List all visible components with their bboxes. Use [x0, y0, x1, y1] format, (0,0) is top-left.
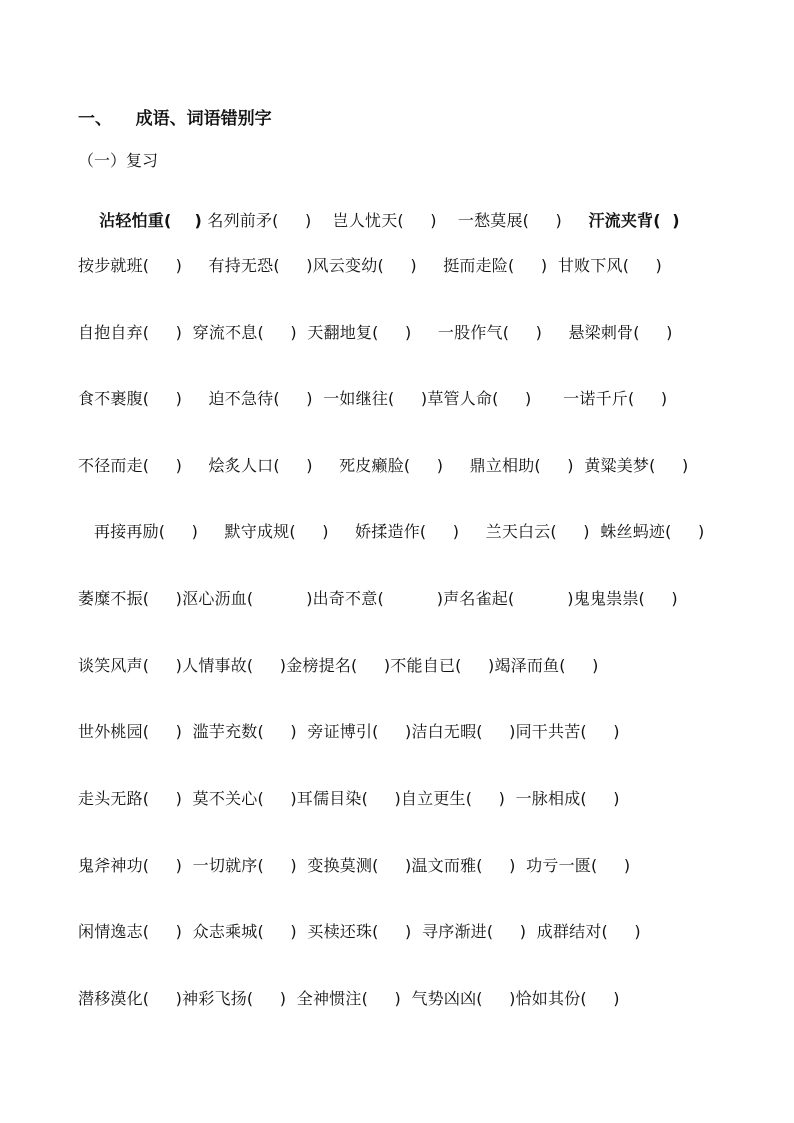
idiom-line-1: [78, 188, 680, 254]
idiom-line-9: 世外桃园( ) 滥芋充数( ) 旁证博引( )洁白无暇( )同干共苦( ): [78, 722, 620, 741]
idiom-segment: 汗流夹背( ): [588, 211, 680, 230]
idiom-line-3: 自抱自弃( ) 穿流不息( ) 天翻地复( ) 一股作气( ) 悬梁刺骨( ): [78, 323, 673, 342]
idiom-line-6: 再接再励( ) 默守成规( ) 娇揉造作( ) 兰天白云( ) 蛛丝蚂迹( ): [94, 522, 705, 541]
idiom-line-13: 潜移漠化( )神彩飞扬( ) 全神惯注( ) 气势凶凶( )恰如其份( ): [78, 989, 620, 1008]
idiom-segment: 名列前矛( ) 岂人忧天( ) 一愁莫展( ): [202, 211, 589, 230]
section-heading: 一、 成语、词语错别字: [78, 109, 272, 129]
idiom-line-8: 谈笑风声( )人情事故( )金榜提名( )不能自已( )竭泽而鱼( ): [78, 656, 599, 675]
idiom-line-11: 鬼斧神功( ) 一切就序( ) 变换莫测( )温文而雅( ) 功亏一匮( ): [78, 856, 631, 875]
idiom-line-2: 按步就班( ) 有持无恐( )风云变幼( ) 挺而走险( ) 甘败下风( ): [78, 256, 663, 275]
idiom-line-5: 不径而走( ) 烩炙人口( ) 死皮癞脸( ) 鼎立相助( ) 黄粱美梦( ): [78, 456, 689, 475]
idiom-segment: 沾轻怕重( ): [99, 211, 203, 230]
idiom-line-12: 闲情逸志( ) 众志乘城( ) 买椟还珠( ) 寻序渐进( ) 成群结对( ): [78, 922, 641, 941]
idiom-line-10: 走头无路( ) 莫不关心( )耳儒目染( )自立更生( ) 一脉相成( ): [78, 789, 620, 808]
section-subheading: （一）复习: [78, 151, 159, 170]
idiom-line-7: 萎糜不振( )沤心沥血( )出奇不意( )声名雀起( )鬼鬼祟祟( ): [78, 589, 678, 608]
idiom-line-4: 食不裹腹( ) 迫不急待( ) 一如继往( )草管人命( ) 一诺千斤( ): [78, 389, 668, 408]
